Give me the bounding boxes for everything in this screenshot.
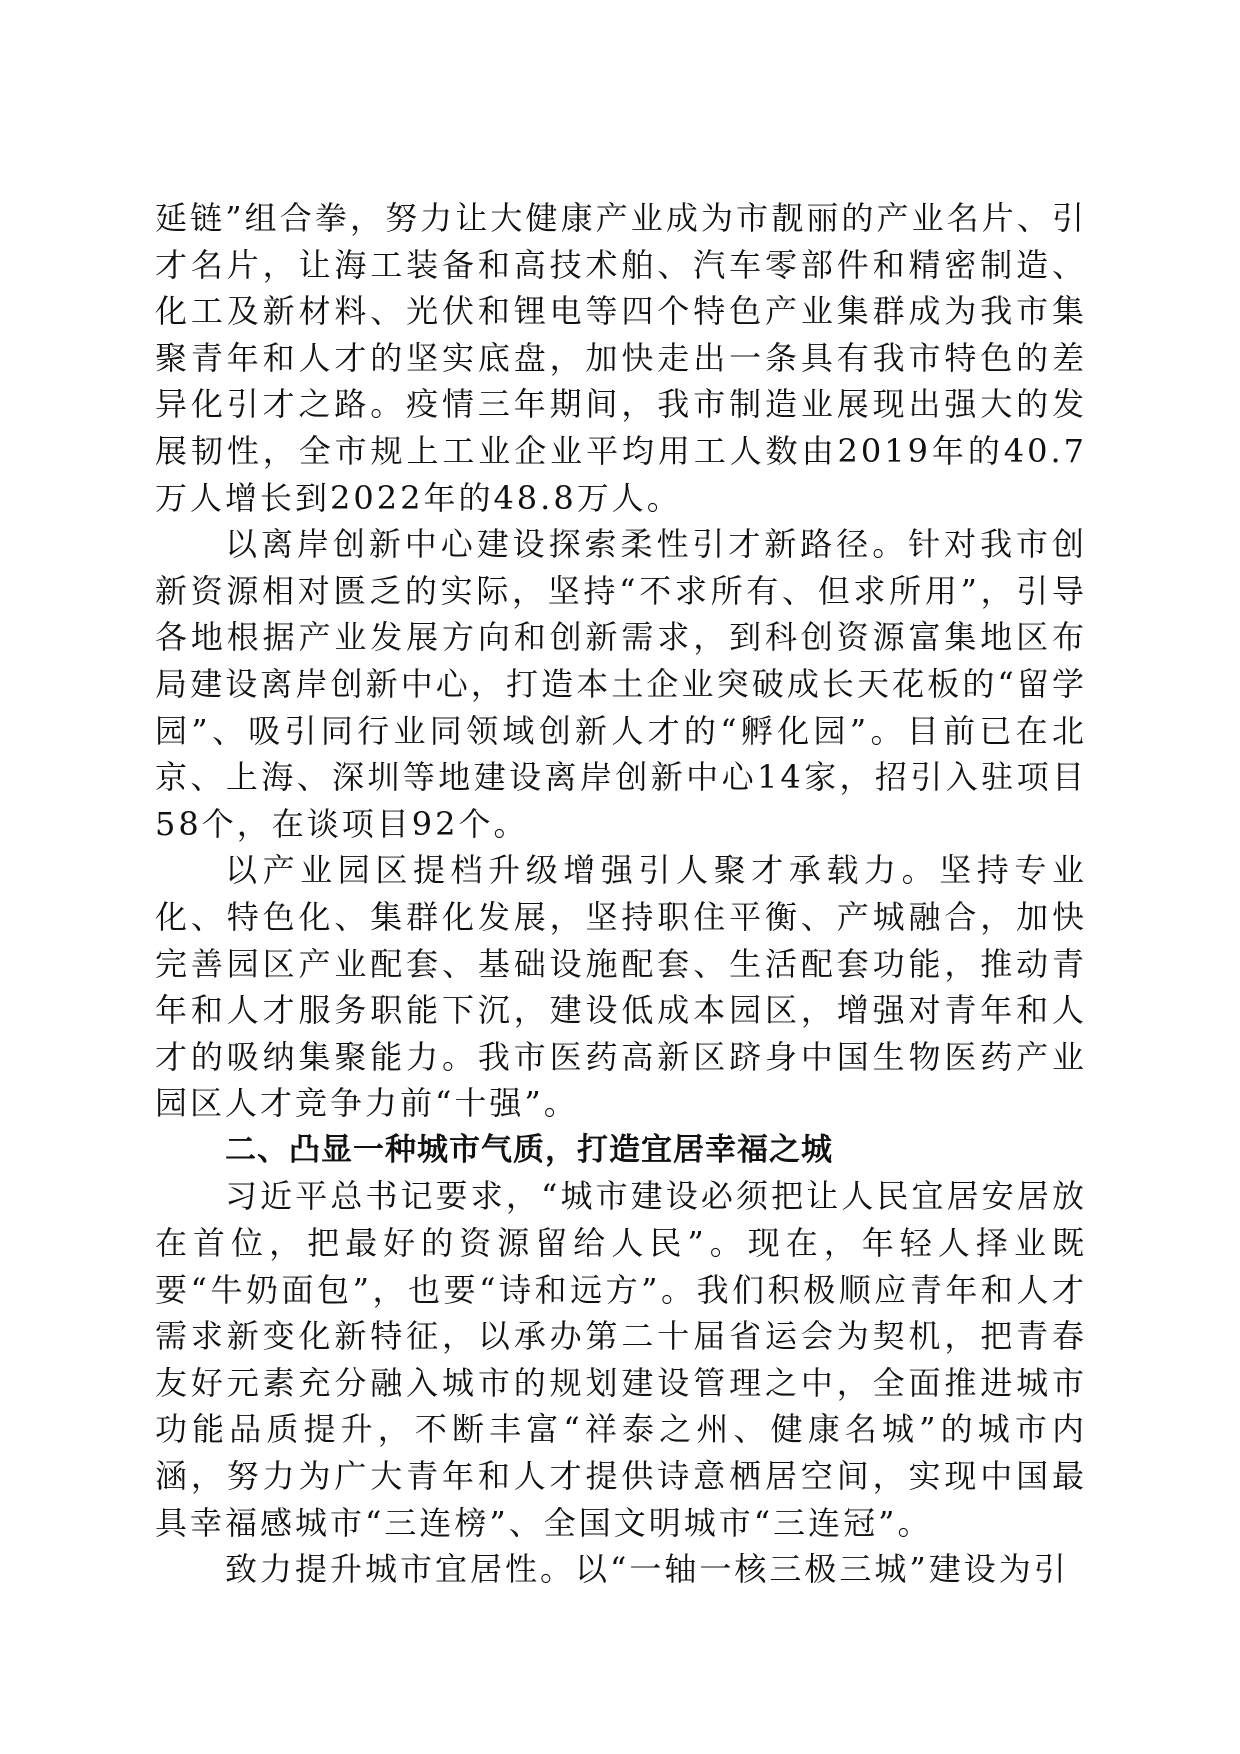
- paragraph-city-livability: 习近平总书记要求，“城市建设必须把让人民宜居安居放在首位，把最好的资源留给人民”。现在，年轻人择业既要“牛奶面包”，也要“诗和远方”。我们积极顺应青年和人才需求新变化新特征，以承办第二十届省运会为契机，把青春友好元素充分融入城市的规划建设管理之中，全面推进城市功能品质提升，不断丰富“祥泰之州、健康名城”的城市内涵，努力为广大青年和人才提供诗意栖居空间，实现中国最具幸福感城市“三连榜”、全国文明城市“三连冠”。: [155, 1177, 1087, 1542]
- paragraph-livability-start: 致力提升城市宜居性。以“一轴一核三极三城”建设为引: [225, 1550, 1069, 1589]
- paragraph-continuation: 延链”组合拳，努力让大健康产业成为市靓丽的产业名片、引才名片，让海工装备和高技术舶、汽车零部件和精密制造、化工及新材料、光伏和锂电等四个特色产业集群成为我市集聚青年和人才的坚实底盘，加快走出一条具有我市特色的差异化引才之路。疫情三年期间，我市制造业展现出强大的发展韧性，全市规上工业企业平均用工人数由2019年的40.7万人增长到2022年的48.8万人。: [155, 199, 1087, 517]
- paragraph-industrial-park: 以产业园区提档升级增强引人聚才承载力。坚持专业化、特色化、集群化发展，坚持职住平衡、产城融合，加快完善园区产业配套、基础设施配套、生活配套功能，推动青年和人才服务职能下沉，建设低成本园区，增强对青年和人才的吸纳集聚能力。我市医药高新区跻身中国生物医药产业园区人才竞争力前“十强”。: [155, 851, 1087, 1123]
- document-body: [155, 195, 1087, 1593]
- paragraph-offshore-innovation: 以离岸创新中心建设探索柔性引才新路径。针对我市创新资源相对匮乏的实际，坚持“不求所有、但求所用”，引导各地根据产业发展方向和创新需求，到科创资源富集地区布局建设离岸创新中心，打造本土企业突破成长天花板的“留学园”、吸引同行业同领域创新人才的“孵化园”。目前已在北京、上海、深圳等地建设离岸创新中心14家，招引入驻项目58个，在谈项目92个。: [155, 525, 1087, 843]
- section-heading: 二、凸显一种城市气质，打造宜居幸福之城: [225, 1131, 833, 1168]
